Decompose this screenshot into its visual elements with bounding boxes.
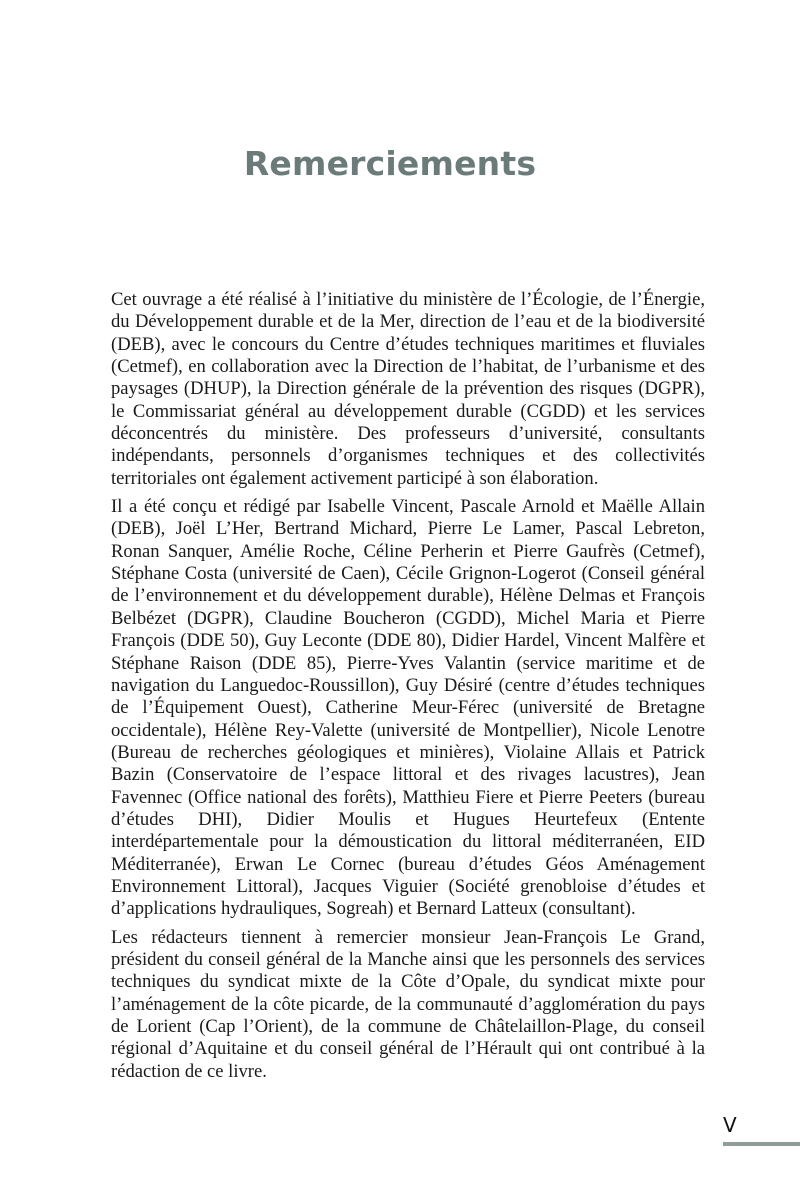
acknowledgements-body	[111, 289, 705, 1089]
page-number-rule	[723, 1142, 800, 1146]
paragraph-thanks: Les rédacteurs tiennent à remercier monsieur Jean-François Le Grand, président du conseil général de la Manche ainsi que les personnels des services techniques du syndicat mixte de la Côte d’Opale, du syndicat mixte pour l’aménagement de la côte picarde, de la communauté d’agglomération du pays de Lorient (Cap l’Orient), de la commune de Châtelaillon-Plage, du conseil régional d’Aquitaine et du conseil général de l’Hérault qui ont contribué à la rédaction de ce livre.	[111, 926, 705, 1082]
page-title: Remerciements	[243, 144, 537, 183]
paragraph-authors: Il a été conçu et rédigé par Isabelle Vincent, Pascale Arnold et Maëlle Allain (DEB), Joël L’Her, Bertrand Michard, Pierre Le Lamer, Pascal Lebreton, Ronan Sanquer, Amélie Roche, Céline Perherin et Pierre Gaufrès (Cetmef), Stéphane Costa (université de Caen), Cécile Grignon-Logerot (Conseil général de l’environnement et du développement durable), Hélène Delmas et François Belbézet (DGPR), Claudine Boucheron (CGDD), Michel Maria et Pierre François (DDE 50), Guy Leconte (DDE 80), Didier Hardel, Vincent Malfère et Stéphane Raison (DDE 85), Pierre-Yves Valantin (service maritime et de navigation du Languedoc-Roussillon), Guy Désiré (centre d’études techniques de l’Équipement Ouest), Catherine Meur-Férec (université de Bretagne occidentale), Hélène Rey-Valette (université de Montpellier), Nicole Lenotre (Bureau de recherches géologiques et minières), Violaine Allais et Patrick Bazin (Conservatoire de l’espace littoral et des rivages lacustres), Jean Favennec (Office national des forêts), Matthieu Fiere et Pierre Peeters (bureau d’études DHI), Didier Moulis et Hugues Heurtefeux (Entente interdépartementale pour la démoustication du littoral méditerranéen, EID Méditerranée), Erwan Le Cornec (bureau d’études Géos Aménagement Environnement Littoral), Jacques Viguier (Société grenobloise d’études et d’applications hydrauliques, Sogreah) et Bernard Latteux (consultant).	[111, 496, 705, 920]
page-number: V	[723, 1113, 737, 1137]
paragraph-initiative: Cet ouvrage a été réalisé à l’initiative du ministère de l’Écologie, de l’Énergie, du Développement durable et de la Mer, direction de l’eau et de la biodiversité (DEB), avec le concours du Centre d’études techniques maritimes et fluviales (Cetmef), en collaboration avec la Direction de l’habitat, de l’urbanisme et des paysages (DHUP), la Direction générale de la prévention des risques (DGPR), le Commissariat général au développement durable (CGDD) et les services déconcentrés du ministère. Des professeurs d’université, consultants indépendants, personnels d’organismes techniques et des collectivités territoriales ont également activement participé à son élaboration.	[111, 289, 705, 489]
